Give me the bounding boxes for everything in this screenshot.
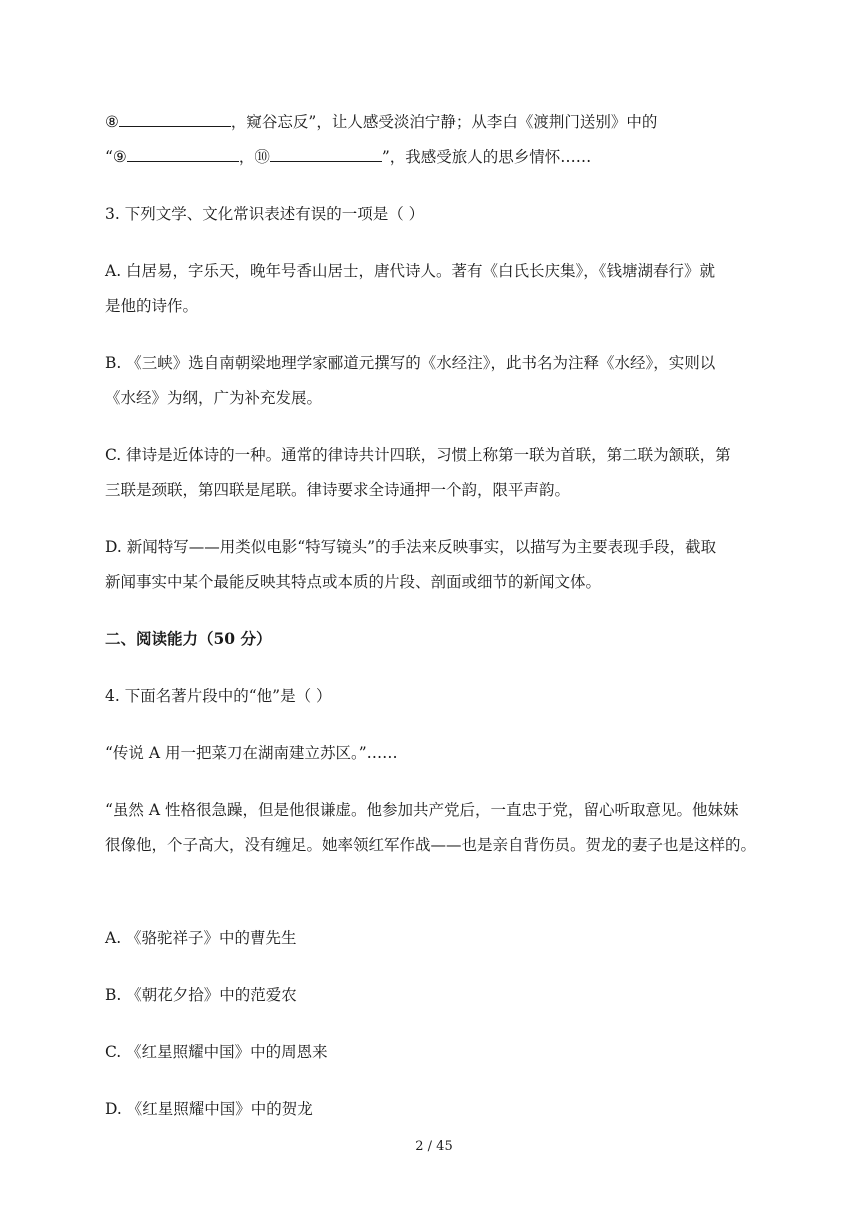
question-4-quote-2-line-1: “虽然 A 性格很急躁，但是他很谦虚。他参加共产党后，一直忠于党，留心听取意见。他妹妹 <box>105 801 739 819</box>
question-4-option-a: A. 《骆驼祥子》中的曹先生 <box>105 929 297 947</box>
fill-blank-line-1 <box>105 112 657 132</box>
page-number: 2 / 45 <box>415 1139 453 1154</box>
question-3-option-a-line-1: A. 白居易，字乐天，晚年号香山居士，唐代诗人。著有《白氏长庆集》，《钱塘湖春行》就 <box>105 262 716 280</box>
question-4-quote-2-line-2: 很像他，个子高大，没有缠足。她率领红军作战——也是亲自背伤员。贺龙的妻子也是这样的。 <box>105 836 757 854</box>
question-3-option-b-line-1: B. 《三峡》选自南朝梁地理学家郦道元撰写的《水经注》，此书名为注释《水经》，实则以 <box>105 354 716 372</box>
question-4-stem: 4. 下面名著片段中的“他”是（ ） <box>105 687 332 705</box>
section-2-heading: 二、阅读能力（50 分） <box>105 629 272 648</box>
question-3-option-d-line-1: D. 新闻特写——用类似电影“特写镜头”的手法来反映事实，以描写为主要表现手段，截取 <box>105 538 717 556</box>
question-3-option-c-line-2: 三联是颈联，第四联是尾联。律诗要求全诗通押一个韵，限平声韵。 <box>105 481 571 499</box>
question-3-option-d-line-2: 新闻事实中某个最能反映其特点或本质的片段、剖面或细节的新闻文体。 <box>105 573 602 591</box>
answer-blank-8 <box>119 112 231 127</box>
question-4-quote-1: “传说 A 用一把菜刀在湖南建立苏区。”…… <box>105 744 398 762</box>
question-3-option-c-line-1: C. 律诗是近体诗的一种。通常的律诗共计四联，习惯上称第一联为首联，第二联为颔联，第 <box>105 446 731 464</box>
question-3-option-a-line-2: 是他的诗作。 <box>105 297 199 315</box>
fill-blank-text-2: ”，我感受旅人的思乡情怀…… <box>381 148 592 166</box>
question-3-option-b-line-2: 《水经》为纲，广为补充发展。 <box>105 389 323 407</box>
question-4-option-c: C. 《红星照耀中国》中的周恩来 <box>105 1043 328 1061</box>
fill-blank-text-1: ，窥谷忘反”，让人感受淡泊宁静；从李白《渡荆门送别》中的 <box>230 113 658 131</box>
blank-marker-8: ⑧ <box>105 113 119 131</box>
fill-blank-line-2 <box>105 147 591 167</box>
blank-marker-9: “⑨ <box>105 148 127 166</box>
question-4-option-d: D. 《红星照耀中国》中的贺龙 <box>105 1100 313 1118</box>
question-3-stem: 3. 下列文学、文化常识表述有误的一项是（ ） <box>105 205 425 223</box>
question-4-option-b: B. 《朝花夕拾》中的范爱农 <box>105 986 297 1004</box>
answer-blank-10 <box>270 147 382 162</box>
blank-marker-10: ，⑩ <box>238 148 270 166</box>
answer-blank-9 <box>127 147 239 162</box>
